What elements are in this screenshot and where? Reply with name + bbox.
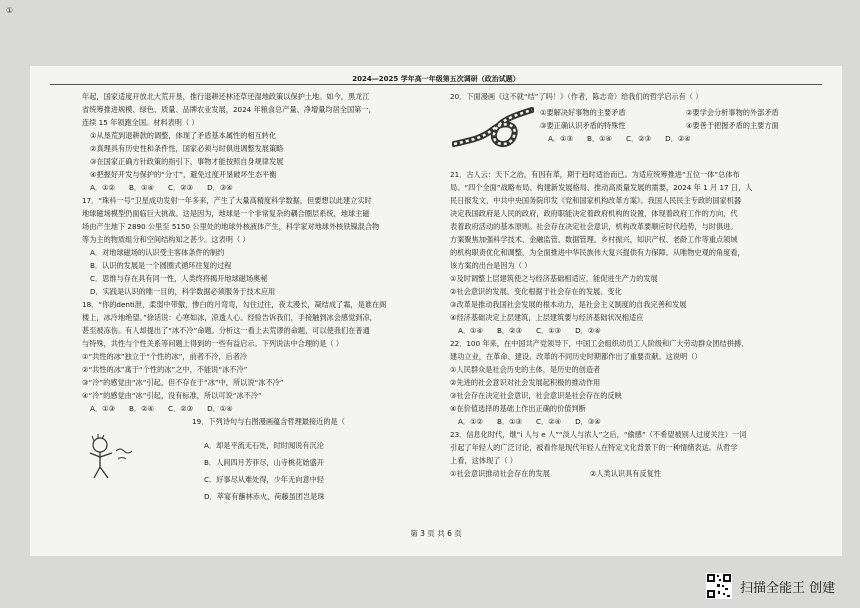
q17-line-3: 场由产生地下 2890 公里至 5150 公里处的地球外核液体产生，科学家对地球外核铁镍混合物 bbox=[82, 222, 380, 231]
q20-title: 20．下面漫画《这不就“结”了吗！》（作者，陈志奇）给我们的哲学启示有（ ） bbox=[450, 92, 703, 101]
q18-option-1: ①“共性的冰”独立于“个性的冰”，前者不冷，后者冷 bbox=[82, 352, 248, 361]
q19-options bbox=[204, 437, 325, 505]
q18-line-2: 楼上，冰冷地绝望。”徐话说：心寒如冰，凉透人心。经验告诉我们，手接触到冰会感觉到凉， bbox=[82, 313, 377, 322]
answer-choice: A．①③ bbox=[90, 404, 115, 413]
q16-option-3: ③在国家正确方针政策的指引下，事物才能按照自身规律发展 bbox=[90, 157, 284, 166]
q18-option-4: ④“冷”的感觉由“冰”引起，没有标准，所以可说“冰不冷” bbox=[82, 391, 262, 400]
question-18 bbox=[82, 298, 437, 415]
q17-option-2: B．认识的发展是一个圆圈式循环往复的过程 bbox=[90, 261, 232, 270]
q23-line-1: 23．信息化时代，继“i 人与 e 人”“淡人与浓人”之后，“偷感”（不希望被别人过度关注）一词 bbox=[450, 430, 747, 439]
q16-line-3: 连续 15 年领跑全国。材料表明（ ） bbox=[82, 118, 199, 127]
q21-line-8: 该方案的出台是因为（ ） bbox=[450, 261, 532, 270]
q20-option-row bbox=[540, 119, 814, 132]
answer-choice: C．①③ bbox=[536, 326, 562, 335]
corner-mark: ① bbox=[6, 6, 14, 15]
q19-option-4: D．萃宴有蘸林赤火，荷藤虽团岂是珠 bbox=[204, 492, 325, 501]
q21-line-5: 表着政府活动的基本原则。社会存在决定社会意识，机构改革要顺应时代趋势，与时俱进。 bbox=[450, 222, 738, 231]
q17-line-4: 等为主的物质组分和空间结构知之甚少。这表明（ ） bbox=[82, 235, 250, 244]
q22-option-1: ①人民群众是社会历史的主体，是历史的创造者 bbox=[450, 365, 601, 374]
q20-answers bbox=[540, 132, 814, 145]
answer-choice: C．②③ bbox=[168, 183, 194, 192]
q20-option: ①要解决好事物的主要矛盾 bbox=[540, 108, 626, 117]
answer-choice: B．②③ bbox=[497, 326, 523, 335]
q18-option-2: ②“共性的冰”寓于“个性的冰”之中，不能说“冰不冷” bbox=[82, 365, 248, 374]
q21-option-4: ④经济基础决定上层建筑，上层建筑要与经济基础状况相适应 bbox=[450, 313, 644, 322]
answer-choice: A．①④ bbox=[458, 326, 483, 335]
answer-choice: A．①② bbox=[458, 417, 483, 426]
watermark-text: 扫描全能王 创建 bbox=[740, 580, 836, 596]
q17-line-1: 17．“珠科一号”卫星成功发射一年多来，产生了大量高精度科学数据，但要想以此建立实时 bbox=[82, 196, 372, 205]
q20-option-row bbox=[540, 106, 814, 119]
answer-choice: D．②④ bbox=[575, 326, 601, 335]
cartoon-figure-icon bbox=[86, 433, 146, 483]
q21-option-1: ①及时调整上层建筑使之与经济基础相适应，能促进生产力的发展 bbox=[450, 274, 658, 283]
q21-option-2: ②社会意识的发展、变化根据于社会存在的发展、变化 bbox=[450, 287, 622, 296]
q16-line-1: 年起，国家适度开放北大荒开垦，推行退耕还林还草还湿地政策以保护土地。如今，黑龙江 bbox=[82, 92, 370, 101]
answer-choice: D．③④ bbox=[575, 417, 601, 426]
answer-choice: D．②④ bbox=[665, 134, 691, 143]
q18-option-3: ③“冷”的感觉由“冰”引起，但不存在于“冰”中，所以说“冰不冷” bbox=[82, 378, 284, 387]
q22-line-2: 建功立业，在革命、建设、改革的不同历史时期都作出了重要贡献。这说明（） bbox=[450, 352, 702, 361]
q16-line-2: 省统筹推进规模、绿色、质量、品牌农业发展，2024 年粮食总产量、净增量均居全国第一， bbox=[82, 105, 376, 114]
q17-line-2: 地球磁场模型仍面临巨大挑战。这是因为，地球是一个非常复杂的耦合圈层系统，地球主磁 bbox=[82, 209, 370, 218]
answer-choice: D．③④ bbox=[207, 183, 233, 192]
q20-option: ③要正确认识矛盾的特殊性 bbox=[540, 121, 626, 130]
q23-line-2: 引起了年轻人的广泛讨论，被看作是现代年轻人在特定文化背景下的一种情绪表达。从哲学 bbox=[450, 443, 738, 452]
q21-line-2: 局、“四个全面”战略布局、构建新发展格局、推动高质量发展的需要，2024 年 1 月 17 日，人 bbox=[450, 183, 753, 192]
q23-option: ①社会意识推动社会存在的发展 bbox=[450, 469, 550, 478]
answer-choice: B．①③ bbox=[497, 417, 523, 426]
q20-options bbox=[540, 106, 814, 145]
question-23 bbox=[450, 428, 820, 480]
q23-options bbox=[450, 467, 820, 480]
page-header: 2024—2025 学年高一年级第五次调研（政治试题） bbox=[352, 75, 520, 83]
answer-choice: A．①② bbox=[90, 183, 115, 192]
q17-option-4: D．实践是认识的唯一目的，科学数据必须服务于技术应用 bbox=[90, 287, 276, 296]
answer-choice: A．①③ bbox=[548, 134, 573, 143]
answer-choice: D．①④ bbox=[207, 404, 233, 413]
qr-code-icon bbox=[706, 573, 732, 599]
q21-line-6: 方案聚焦加强科学技术、金融监管、数据管理、乡村振兴、知识产权、老龄工作等重点领域 bbox=[450, 235, 738, 244]
q21-answers bbox=[450, 324, 820, 337]
q17-option-1: A．对地球磁场的认识受主客体条件的制约 bbox=[90, 248, 225, 257]
q22-answers bbox=[450, 415, 820, 428]
q17-option-3: C．思维与存在具有同一性，人类终将揭开地球磁场奥秘 bbox=[90, 274, 268, 283]
q22-option-3: ③社会存在决定社会意识，社会意识是社会存在的反映 bbox=[450, 391, 622, 400]
q19-option-3: C．好事尽从难处得，少年无向意中轻 bbox=[204, 475, 325, 484]
q19-option-1: A．却是平流无石处，时时闻说有沉沦 bbox=[204, 441, 324, 450]
rope-knot-icon bbox=[452, 104, 534, 160]
answer-choice: B．①④ bbox=[129, 183, 155, 192]
q21-option-3: ③改革是推动我国社会发展的根本动力，是社会主义制度的自我完善和发展 bbox=[450, 300, 687, 309]
q21-line-7: 的机构职责优化和调整，为全面推进中华民族伟大复兴提供有力保障。从唯物史观的角度看， bbox=[450, 248, 745, 257]
answer-choice: B．②④ bbox=[129, 404, 155, 413]
question-21 bbox=[450, 168, 820, 337]
q21-line-3: 民日报发文，中共中央国务院印发《党和国家机构改革方案》。我国人民民主专政的国家机器 bbox=[450, 196, 742, 205]
q21-line-4: 决定我国政府是人民的政府，政府职能决定着政府机构的设置，体现着政府工作的方向，代 bbox=[450, 209, 738, 218]
question-22 bbox=[450, 337, 820, 428]
q20-option: ④要善于把握矛盾的主要方面 bbox=[686, 121, 779, 130]
question-19 bbox=[82, 415, 437, 519]
answer-choice: C．②③ bbox=[168, 404, 194, 413]
q23-line-3: 上看，这体现了（ ） bbox=[450, 456, 517, 465]
q16-answers bbox=[82, 181, 437, 194]
q18-line-3: 甚至被冻伤。有人却提出了“冰不冷”命题。分析这一看上去荒谬的命题，可以使我们在普通 bbox=[82, 326, 370, 335]
q16-option-4: ④把握好开发与保护的“分寸”，避免过度开垦破坏生态平衡 bbox=[90, 170, 277, 179]
answer-choice: C．②④ bbox=[536, 417, 562, 426]
q20-option: ②要学会分析事物的外部矛盾 bbox=[686, 108, 779, 117]
q21-line-1: 21．古人云：天下之治，有因有革，期于趋时适治而已。为适应统筹推进“五位一体”总体布 bbox=[450, 170, 740, 179]
q18-line-1: 18．“你的denti泄，柔弱中带傲，惨白的月弯弯，勾住过往，夜太漫长，凝结成了霜，是谁在阁 bbox=[82, 300, 387, 309]
answer-choice: B．①④ bbox=[587, 134, 613, 143]
q22-line-1: 22．100 年来，在中国共产党领导下，中国工会组织动员工人阶级和广大劳动群众团结拼搏、 bbox=[450, 339, 749, 348]
camscanner-watermark bbox=[706, 573, 835, 599]
q18-answers bbox=[82, 402, 437, 415]
question-20 bbox=[450, 90, 820, 168]
q23-option: ②人类认识具有反复性 bbox=[589, 469, 662, 478]
question-17 bbox=[82, 194, 437, 298]
q16-option-2: ②真理具有历史性和条件性，国家必须与时俱进调整发展策略 bbox=[90, 144, 284, 153]
right-column bbox=[450, 90, 820, 480]
q18-line-4: 与特殊，共性与个性关系等问题上得到的一些有益启示。下列说法中合理的是（ ） bbox=[82, 339, 344, 348]
left-column bbox=[82, 90, 437, 519]
q22-option-2: ②先进的社会意识对社会发展起积极的推动作用 bbox=[450, 378, 601, 387]
question-16 bbox=[82, 90, 437, 194]
answer-choice: C．②③ bbox=[626, 134, 652, 143]
q19-option-2: B．人间四月芳菲尽，山寺桃花始盛开 bbox=[204, 458, 324, 467]
q19-title: 19．下列诗句与右图漫画蕴含哲理最接近的是（ bbox=[192, 417, 345, 426]
q22-option-4: ④在价值选择的基础上作出正确的价值判断 bbox=[450, 404, 586, 413]
header-rule bbox=[50, 84, 822, 85]
q16-option-1: ①从垦荒到退耕款的调整，体现了矛盾基本属性的相互转化 bbox=[90, 131, 277, 140]
exam-page bbox=[30, 66, 842, 556]
page-number: 第 3 页 共 6 页 bbox=[410, 529, 462, 538]
